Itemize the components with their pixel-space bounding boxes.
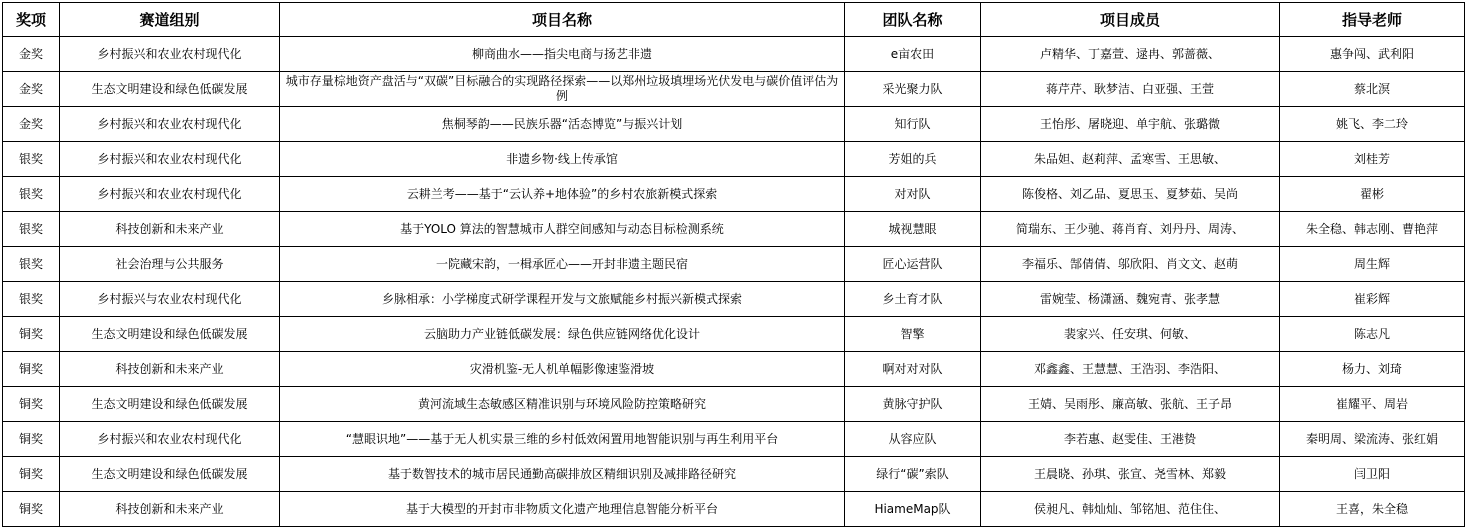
award-cell: 铜奖 <box>3 352 60 387</box>
advisor-cell: 姚飞、李二玲 <box>1280 107 1465 142</box>
team-cell: 城视慧眼 <box>845 212 981 247</box>
track-cell: 科技创新和未来产业 <box>60 212 280 247</box>
award-cell: 金奖 <box>3 107 60 142</box>
team-cell: 智擎 <box>845 317 981 352</box>
team-cell: 啊对对对队 <box>845 352 981 387</box>
table-row <box>3 247 1465 282</box>
table-row <box>3 107 1465 142</box>
members-cell: 李福乐、郜倩倩、邬欣阳、肖文文、赵萌 <box>981 247 1280 282</box>
advisor-cell: 惠争闯、武利阳 <box>1280 37 1465 72</box>
table-row <box>3 212 1465 247</box>
advisor-cell: 翟彬 <box>1280 177 1465 212</box>
team-cell: 绿行“碳”索队 <box>845 457 981 492</box>
table-row <box>3 177 1465 212</box>
project-cell: 云脑助力产业链低碳发展：绿色供应链网络优化设计 <box>280 317 845 352</box>
members-cell: 雷婉莹、杨潇涵、魏宛青、张孝慧 <box>981 282 1280 317</box>
members-cell: 裴家兴、任安琪、何敏、 <box>981 317 1280 352</box>
members-cell: 李若惠、赵雯佳、王港贽 <box>981 422 1280 457</box>
table-row <box>3 352 1465 387</box>
project-cell: 乡脉相承：小学梯度式研学课程开发与文旅赋能乡村振兴新模式探索 <box>280 282 845 317</box>
advisor-cell: 闫卫阳 <box>1280 457 1465 492</box>
award-cell: 金奖 <box>3 37 60 72</box>
members-cell: 卢精华、丁嘉萱、逯冉、郭蔷薇、 <box>981 37 1280 72</box>
members-cell: 王怡彤、屠晓迎、单宇航、张璐微 <box>981 107 1280 142</box>
team-cell: 黄脉守护队 <box>845 387 981 422</box>
advisor-cell: 崔耀平、周岩 <box>1280 387 1465 422</box>
team-cell: e亩农田 <box>845 37 981 72</box>
advisor-cell: 刘桂芳 <box>1280 142 1465 177</box>
award-cell: 银奖 <box>3 142 60 177</box>
team-cell: 知行队 <box>845 107 981 142</box>
members-cell: 简瑞东、王少驰、蒋肖育、刘丹丹、周涛、 <box>981 212 1280 247</box>
project-cell: 灾滑机鉴-无人机单幅影像速鉴滑坡 <box>280 352 845 387</box>
header-members: 项目成员 <box>981 3 1280 37</box>
members-cell: 蒋芹芹、耿梦洁、白亚强、王萱 <box>981 72 1280 107</box>
project-cell: 基于数智技术的城市居民通勤高碳排放区精细识别及减排路径研究 <box>280 457 845 492</box>
header-track: 赛道组别 <box>60 3 280 37</box>
track-cell: 生态文明建设和绿色低碳发展 <box>60 72 280 107</box>
track-cell: 乡村振兴与农业农村现代化 <box>60 282 280 317</box>
team-cell: 从容应队 <box>845 422 981 457</box>
awards-table <box>2 2 1465 527</box>
award-cell: 银奖 <box>3 177 60 212</box>
project-cell: 非遗乡物·线上传承馆 <box>280 142 845 177</box>
advisor-cell: 蔡北溟 <box>1280 72 1465 107</box>
advisor-cell: 崔彩辉 <box>1280 282 1465 317</box>
project-cell: 柳商曲水——指尖电商与扬艺非遗 <box>280 37 845 72</box>
members-cell: 王婧、吴雨彤、廉高敏、张航、王子昂 <box>981 387 1280 422</box>
award-cell: 银奖 <box>3 212 60 247</box>
advisor-cell: 陈志凡 <box>1280 317 1465 352</box>
members-cell: 朱品妲、赵莉萍、孟寒雪、王思敏、 <box>981 142 1280 177</box>
advisor-cell: 杨力、刘琦 <box>1280 352 1465 387</box>
advisor-cell: 周生辉 <box>1280 247 1465 282</box>
members-cell: 陈俊格、刘乙品、夏思玉、夏梦茹、吴尚 <box>981 177 1280 212</box>
project-cell: 一院藏宋韵，一楫承匠心——开封非遗主题民宿 <box>280 247 845 282</box>
header-project-name: 项目名称 <box>280 3 845 37</box>
award-cell: 铜奖 <box>3 422 60 457</box>
project-cell: 基于YOLO 算法的智慧城市人群空间感知与动态目标检测系统 <box>280 212 845 247</box>
project-cell: 云耕兰考——基于“云认养+地体验”的乡村农旅新模式探索 <box>280 177 845 212</box>
award-cell: 铜奖 <box>3 387 60 422</box>
project-cell: 基于大模型的开封市非物质文化遗产地理信息智能分析平台 <box>280 492 845 527</box>
project-cell: 黄河流域生态敏感区精准识别与环境风险防控策略研究 <box>280 387 845 422</box>
team-cell: 采光聚力队 <box>845 72 981 107</box>
track-cell: 生态文明建设和绿色低碳发展 <box>60 387 280 422</box>
members-cell: 侯昶凡、韩灿灿、邹铭旭、范住住、 <box>981 492 1280 527</box>
header-team-name: 团队名称 <box>845 3 981 37</box>
header-advisor: 指导老师 <box>1280 3 1465 37</box>
table-row <box>3 492 1465 527</box>
track-cell: 生态文明建设和绿色低碳发展 <box>60 317 280 352</box>
award-cell: 铜奖 <box>3 317 60 352</box>
award-cell: 金奖 <box>3 72 60 107</box>
table-row <box>3 142 1465 177</box>
advisor-cell: 朱全稳、韩志刚、曹艳萍 <box>1280 212 1465 247</box>
advisor-cell: 王喜，朱全稳 <box>1280 492 1465 527</box>
track-cell: 科技创新和未来产业 <box>60 352 280 387</box>
award-cell: 铜奖 <box>3 492 60 527</box>
team-cell: 对对队 <box>845 177 981 212</box>
members-cell: 邓鑫鑫、王慧慧、王浩羽、李浩阳、 <box>981 352 1280 387</box>
header-row <box>3 3 1465 37</box>
team-cell: 乡土育才队 <box>845 282 981 317</box>
advisor-cell: 秦明周、梁流涛、张红娟 <box>1280 422 1465 457</box>
project-cell: “慧眼识地”——基于无人机实景三维的乡村低效闲置用地智能识别与再生利用平台 <box>280 422 845 457</box>
team-cell: HiameMap队 <box>845 492 981 527</box>
project-cell: 焦桐琴韵——民族乐器“活态博览”与振兴计划 <box>280 107 845 142</box>
award-cell: 铜奖 <box>3 457 60 492</box>
header-award: 奖项 <box>3 3 60 37</box>
track-cell: 乡村振兴和农业农村现代化 <box>60 422 280 457</box>
track-cell: 乡村振兴和农业农村现代化 <box>60 142 280 177</box>
track-cell: 乡村振兴和农业农村现代化 <box>60 37 280 72</box>
track-cell: 生态文明建设和绿色低碳发展 <box>60 457 280 492</box>
table-row <box>3 387 1465 422</box>
table-row <box>3 282 1465 317</box>
award-cell: 银奖 <box>3 282 60 317</box>
track-cell: 科技创新和未来产业 <box>60 492 280 527</box>
track-cell: 社会治理与公共服务 <box>60 247 280 282</box>
project-cell: 城市存量棕地资产盘活与“双碳”目标融合的实现路径探索——以郑州垃圾填埋场光伏发电与碳价值评估为例 <box>280 72 845 107</box>
award-cell: 银奖 <box>3 247 60 282</box>
track-cell: 乡村振兴和农业农村现代化 <box>60 177 280 212</box>
table-row <box>3 457 1465 492</box>
table-row <box>3 317 1465 352</box>
track-cell: 乡村振兴和农业农村现代化 <box>60 107 280 142</box>
table-row <box>3 37 1465 72</box>
team-cell: 匠心运营队 <box>845 247 981 282</box>
table-row <box>3 422 1465 457</box>
team-cell: 芳姐的兵 <box>845 142 981 177</box>
members-cell: 王晨晓、孙琪、张宣、尧雪林、郑毅 <box>981 457 1280 492</box>
table-row <box>3 72 1465 107</box>
